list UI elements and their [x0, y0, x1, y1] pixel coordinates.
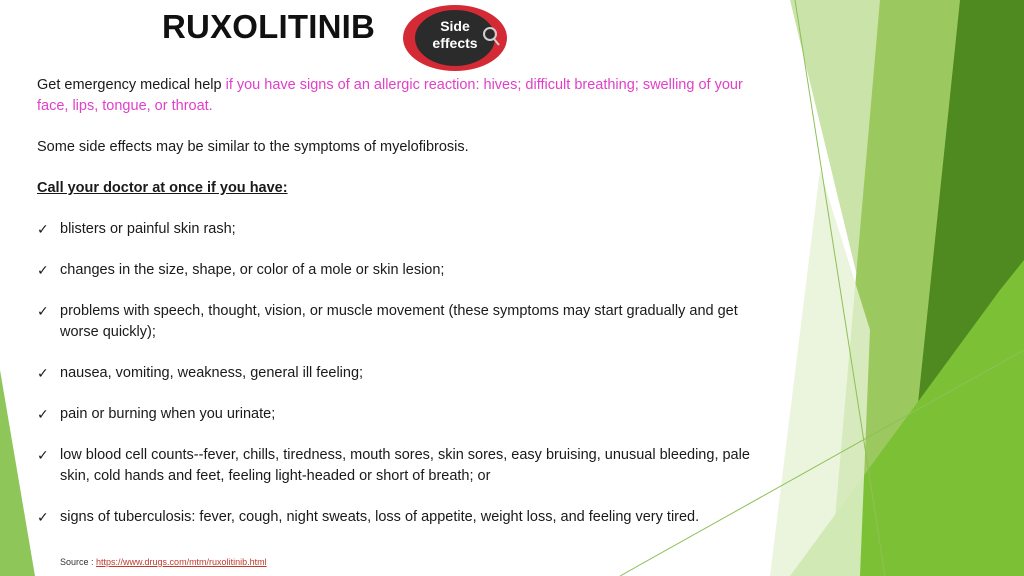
slide-content: [37, 75, 777, 528]
source-line: [60, 557, 267, 567]
left-corner-band: [0, 370, 35, 576]
list-item-text: nausea, vomiting, weakness, general ill feeling;: [60, 365, 364, 381]
source-link[interactable]: https://www.drugs.com/mtm/ruxolitinib.html: [96, 557, 267, 567]
list-item-text: blisters or painful skin rash;: [60, 221, 236, 237]
checkmark-icon: ✓: [37, 365, 49, 381]
note-paragraph: Some side effects may be similar to the symptoms of myelofibrosis.: [37, 139, 469, 155]
checkmark-icon: ✓: [37, 262, 49, 278]
badge-line-2: effects: [432, 35, 478, 51]
list-item: [37, 507, 777, 528]
list-item-text: problems with speech, thought, vision, or muscle movement (these symptoms may start gradually and get worse quickly);: [60, 303, 738, 340]
checkmark-icon: ✓: [37, 447, 49, 463]
list-item-text: signs of tuberculosis: fever, cough, night sweats, loss of appetite, weight loss, and feeling very tired.: [60, 509, 700, 525]
checkmark-icon: ✓: [37, 509, 49, 525]
checkmark-icon: ✓: [37, 221, 49, 237]
intro-paragraph: [37, 75, 777, 117]
list-item-text: changes in the size, shape, or color of a mole or skin lesion;: [60, 262, 445, 278]
checkmark-icon: ✓: [37, 303, 49, 319]
list-item: [37, 363, 777, 384]
list-item: [37, 260, 777, 281]
source-label: Source :: [60, 557, 97, 567]
checkmark-icon: ✓: [37, 406, 49, 422]
intro-plain: Get emergency medical help: [37, 77, 226, 93]
list-item: [37, 301, 777, 343]
list-item: [37, 445, 777, 487]
list-item: [37, 219, 777, 240]
badge-line-1: Side: [440, 18, 470, 34]
list-item-text: pain or burning when you urinate;: [60, 406, 276, 422]
slide-title: RUXOLITINIB: [162, 8, 376, 45]
list-item: [37, 404, 777, 425]
list-item-text: low blood cell counts--fever, chills, tiredness, mouth sores, skin sores, easy bruising, unusual bleeding, pale skin, cold hands and feet, feeling light-headed or short of breath; or: [60, 447, 750, 484]
intro-highlight: if you have signs of an allergic reaction: hives; difficult breathing; swelling of your face, lips, tongue, or throat.: [37, 77, 743, 114]
side-effects-badge: [402, 4, 508, 72]
section-heading: Call your doctor at once if you have:: [37, 180, 288, 196]
